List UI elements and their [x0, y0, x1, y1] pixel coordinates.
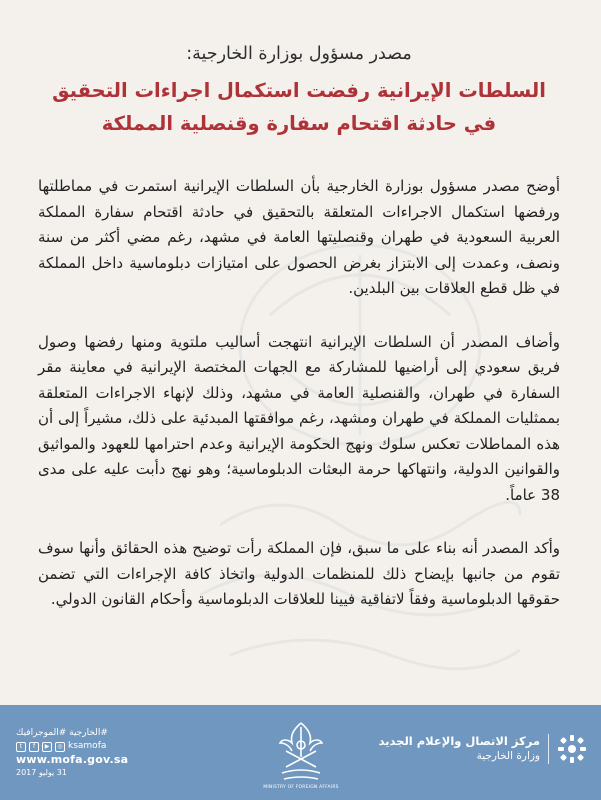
center-name: مركز الاتصال والإعلام الجديد	[378, 734, 540, 748]
twitter-icon[interactable]: t	[16, 742, 26, 752]
youtube-icon[interactable]: ▶	[42, 742, 52, 752]
statement-source: مصدر مسؤول بوزارة الخارجية:	[186, 44, 412, 64]
ministry-name: وزارة الخارجية	[476, 750, 540, 762]
instagram-icon[interactable]: ◎	[55, 742, 65, 752]
website-link[interactable]: www.mofa.gov.sa	[16, 753, 129, 766]
statement-headline: السلطات الإيرانية رفضت استكمال اجراءات التحقيق في حادثة اقتحام سفارة وقنصلية المملكة	[52, 79, 546, 135]
branding-divider	[548, 734, 549, 764]
branding-names	[379, 733, 540, 764]
communication-center-logo-icon	[557, 734, 587, 764]
statement-paragraph-3: وأكد المصدر أنه بناء على ما سبق، فإن المملكة رأت توضيح هذه الحقائق وأنها سوف تقوم من جانبها بإيضاح ذلك للمنظمات الدولية واتخاذ كافة الإجراءات التي تضمن حقوقها الدبلوماسية وفقاً لاتفاقية فيينا للعلاقات الدبلوماسية وأحكام القانون الدولي.	[38, 539, 560, 608]
social-handle[interactable]: ksamofa	[68, 741, 107, 751]
statement-date: 31 يوليو 2017	[16, 768, 67, 777]
footer-band	[0, 705, 601, 800]
statement-body	[38, 42, 560, 613]
statement-paragraph-1: أوضح مصدر مسؤول بوزارة الخارجية بأن السلطات الإيرانية استمرت في مماطلتها ورفضها استكمال الاجراءات المتعلقة بالتحقيق في حادثة اقتحام سفارة المملكة العربية السعودية في طهران وقنصليتها العامة في مشهد، رغم مضي أكثر من سنة ونصف، وعمدت إلى الابتزاز بغرض الحصول على امتيازات دبلوماسية داخل المملكة في ظل قطع العلاقات بين البلدين.	[38, 177, 560, 297]
center-branding	[379, 733, 587, 764]
emblem-caption: MINISTRY OF FOREIGN AFFAIRS	[263, 785, 339, 790]
statement-paragraph-2: وأضاف المصدر أن السلطات الإيرانية انتهجت أساليب ملتوية ومنها رفضها وصول فريق سعودي إلى أراضيها للمشاركة مع الجهات المختصة الإيرانية في معاينة مقر السفارة في طهران، والقنصلية العامة في مشهد، وذلك لإنهاء الاجراءات المتعلقة بممثليات المملكة في طهران ومشهد، رغم موافقتها المبدئية على ذلك، مشيراً إلى أن هذه المماطلات تعكس سلوك ونهج الحكومة الإيرانية وعدم احترامها للعهود والمواثيق والقوانين الدولية، وانتهاكها حرمة البعثات الدبلوماسية؛ وهو نهج دأبت عليه على مدى 38 عاماً.	[38, 332, 560, 504]
footer-contact	[16, 727, 128, 779]
footer-hashtag[interactable]: #الخارجية #الموجرافيك	[16, 728, 108, 738]
saudi-emblem-icon	[268, 717, 334, 793]
facebook-icon[interactable]: f	[29, 742, 39, 752]
social-links	[16, 740, 128, 753]
